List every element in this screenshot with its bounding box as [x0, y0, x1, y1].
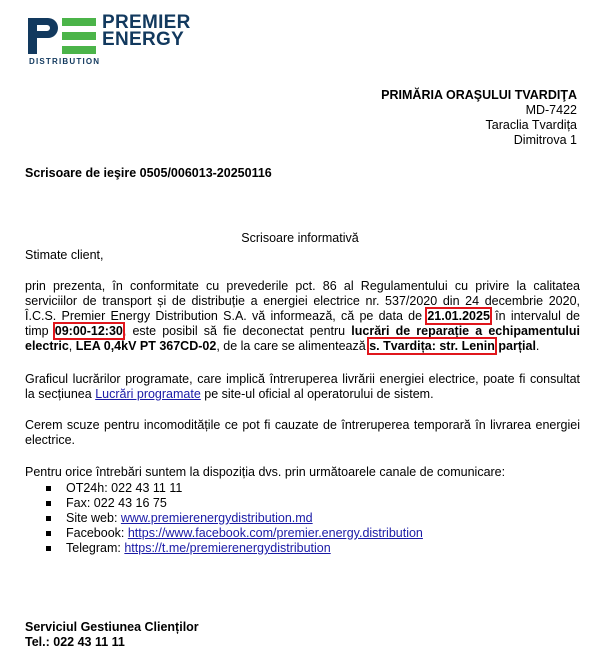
notice-text: . — [535, 339, 540, 353]
logo-wordmark — [102, 14, 191, 48]
outage-date: 21.01.2025 — [427, 309, 490, 323]
recipient-street: Dimitrova 1 — [513, 133, 577, 147]
signature-phone: Tel.: 022 43 11 11 — [25, 635, 125, 649]
logo-line-1: PREMIER — [102, 12, 191, 33]
contact-intro: Pentru orice întrebări suntem la dispoziția dvs. prin următoarele canale de comunicare: — [25, 465, 506, 479]
channel-label: Telegram: — [66, 541, 125, 555]
outage-time: 09:00-12:30 — [54, 324, 123, 338]
logo-pe-mark-icon — [26, 18, 98, 54]
channel-label: Fax: — [66, 496, 94, 510]
schedule-text: Graficul lucrărilor programate, care implică întreruperea livrării energiei electrice, poate fi consultat la secțiunea — [25, 372, 580, 401]
schedule-paragraph — [25, 372, 580, 402]
outage-location: s. Tvardița: str. Lenin — [369, 339, 495, 353]
works-type: lucrări de reparație a echipamentului electric — [25, 324, 580, 353]
channel-value: 022 43 11 11 — [111, 481, 183, 495]
channel-ot24h — [46, 481, 423, 496]
notice-text: , de la care se alimentează — [216, 339, 370, 353]
signature-department: Serviciul Gestiunea Clienților — [25, 620, 199, 634]
telegram-link[interactable]: https://t.me/premierenergydistribution — [124, 541, 331, 555]
notice-paragraph — [25, 279, 580, 354]
greeting: Stimate client, — [25, 248, 104, 262]
channel-telegram — [46, 541, 423, 556]
channel-facebook — [46, 526, 423, 541]
power-line: LEA 0,4kV PT 367CD-02 — [75, 339, 217, 353]
channel-label: Facebook: — [66, 526, 128, 540]
company-logo — [26, 14, 216, 64]
contact-channels — [46, 481, 423, 556]
schedule-text: pe site-ul oficial al operatorului de sistem. — [200, 387, 434, 401]
channel-label: Site web: — [66, 511, 121, 525]
scheduled-works-link[interactable]: Lucrări programate — [95, 387, 201, 401]
letter-subject: Scrisoare informativă — [241, 231, 359, 245]
notice-text: , — [68, 339, 76, 353]
recipient-name: PRIMĂRIA ORAŞULUI TVARDIŢA — [381, 88, 577, 102]
channel-label: OT24h: — [66, 481, 112, 495]
reference-number: Scrisoare de ieşire 0505/006013-20250116 — [25, 166, 272, 180]
apology-paragraph: Cerem scuze pentru incomoditățile ce pot fi cauzate de întreruperea temporară în livrarea energiei electrice. — [25, 418, 580, 447]
channel-fax — [46, 496, 423, 511]
facebook-link[interactable]: https://www.facebook.com/premier.energy.distribution — [127, 526, 423, 540]
logo-subtitle: DISTRIBUTION — [29, 57, 101, 66]
notice-text: în intervalul de timp — [25, 309, 581, 338]
channel-value: 022 43 16 75 — [93, 496, 167, 510]
recipient-locality: Taraclia Tvardița — [485, 118, 577, 132]
recipient-postal: MD-7422 — [525, 103, 577, 117]
notice-text: , este posibil să fie deconectat pentru — [122, 324, 352, 338]
signature-block — [25, 620, 199, 650]
recipient-address — [381, 88, 577, 148]
channel-website — [46, 511, 423, 526]
logo-line-2: ENERGY — [102, 29, 185, 50]
notice-text: prin prezenta, în conformitate cu prevederile pct. 86 al Regulamentului cu privire la calitatea serviciilor de transport și de distribuție a energiei electrice nr. 537/2020 din 24 decembrie 2020, Î.C.S. Premier Energy Distribution S.A. vă informează, că pe data de — [25, 279, 580, 323]
outage-scope: parțial — [498, 339, 536, 353]
website-link[interactable]: www.premierenergydistribution.md — [120, 511, 313, 525]
